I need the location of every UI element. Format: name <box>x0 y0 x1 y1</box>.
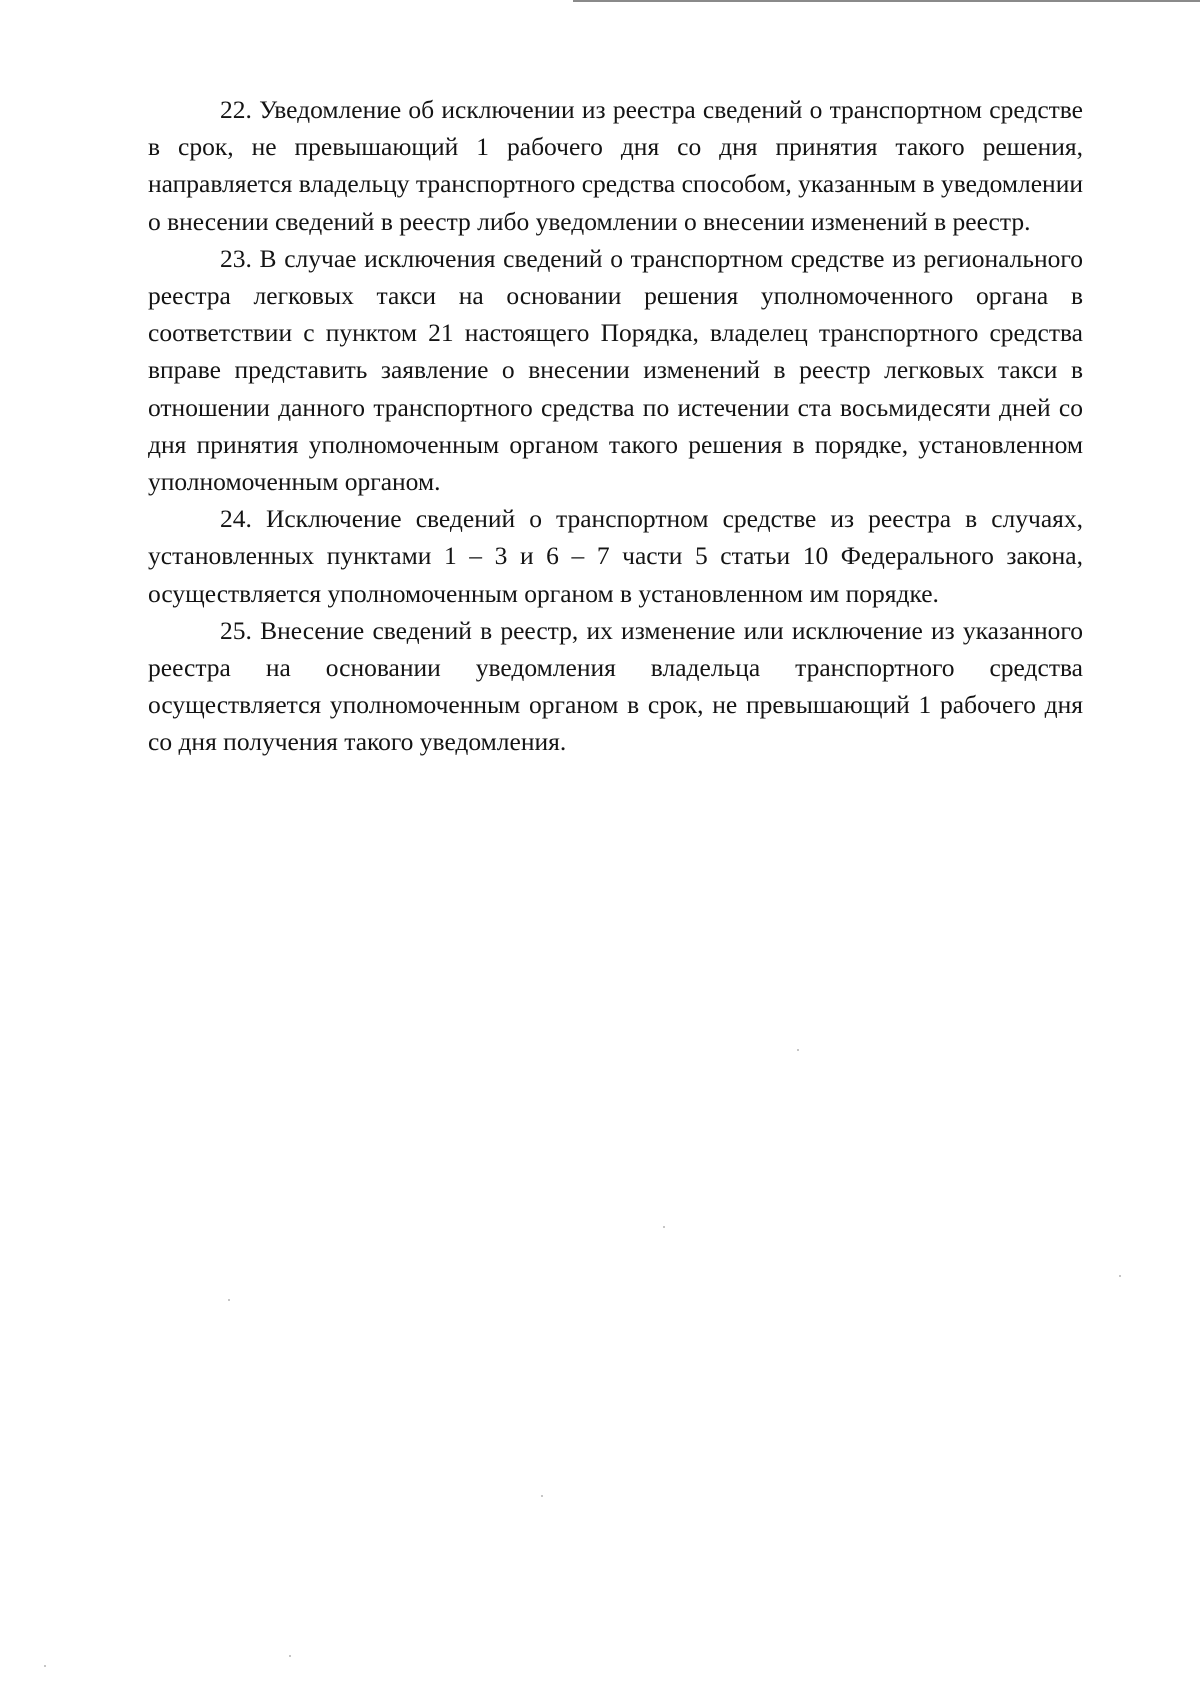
scan-speck <box>797 1049 799 1051</box>
scan-speck <box>44 1665 46 1667</box>
paragraph-25: 25. Внесение сведений в реестр, их изменение или исключение из указанного реестра на основании уведомления владельца транспортного средства осуществляется уполномоченным органом в срок, не превышающий 1 рабочего дня со дня получения такого уведомления. <box>148 615 1083 757</box>
paragraph-23: 23. В случае исключения сведений о транспортном средстве из регионального реестра легковых такси на основании решения уполномоченного органа в соответствии с пунктом 21 настоящего Порядка, владелец транспортного средства вправе представить заявление о внесении изменений в реестр легковых такси в отношении данного транспортного средства по истечении ста восьмидесяти дней со дня принятия уполномоченным органом такого решения в порядке, установленном уполномоченным органом. <box>148 243 1083 497</box>
scan-speck <box>228 1299 230 1301</box>
scan-speck <box>541 1495 543 1497</box>
document-body <box>148 91 1083 761</box>
scan-speck <box>1119 1275 1121 1277</box>
paragraph-22: 22. Уведомление об исключении из реестра сведений о транспортном средстве в срок, не превышающий 1 рабочего дня со дня принятия такого решения, направляется владельцу транспортного средства способом, указанным в уведомлении о внесении сведений в реестр либо уведомлении о внесении изменений в реестр. <box>148 95 1083 236</box>
paragraph-24: 24. Исключение сведений о транспортном средстве из реестра в случаях, установленных пунктами 1 – 3 и 6 – 7 части 5 статьи 10 Федерального закона, осуществляется уполномоченным органом в установленном им порядке. <box>148 504 1083 608</box>
scan-speck <box>663 1226 665 1228</box>
scan-top-edge <box>573 0 1200 2</box>
scan-speck <box>289 1655 291 1657</box>
